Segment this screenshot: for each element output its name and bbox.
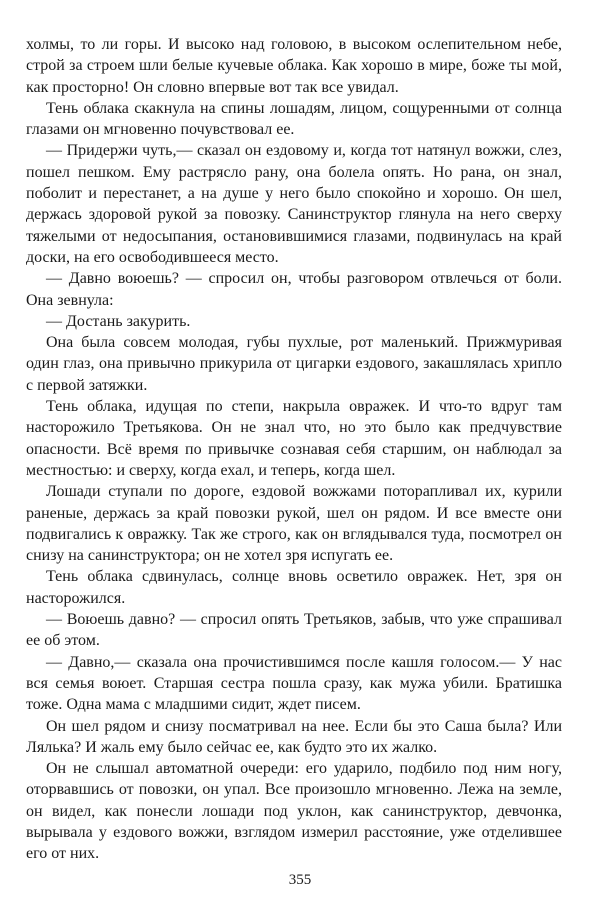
page-number: 355 xyxy=(288,872,312,888)
paragraph: Тень облака, идущая по степи, накрыла овражек. И что-то вдруг там насторожило Третьякова. Он не знал что, но это было как предчувствие опасности. Всё время по привычке сознавая себя старшим, он наблюдал за местностью: и сверху, когда ехал, и теперь, когда шел. xyxy=(26,398,562,479)
paragraph: Лошади ступали по дороге, ездовой вожжами поторапливал их, курили раненые, держась за край повозки рукой, шел он рядом. И все вместе они подвигались к овражку. Так же строго, как он вглядывался туда, посмотрел он снизу на санинструктора; он не хотел зря испугать ее. xyxy=(26,483,562,565)
paragraph: — Придержи чуть,— сказал он ездовому и, когда тот натянул вожжи, слез, пошел пешком. Ему растрясло рану, она болела опять. Но рана, он знал, поболит и перестанет, а на душе у него было спокойно и хорошо. Он шел, держась здоровой рукой за повозку. Санинструктор глянула на него сверху тяжелыми от недосыпания, остановившимися глазами, подвинулась на край доски, на его освободившееся место. xyxy=(26,142,562,266)
paragraph: — Достань закурить. xyxy=(46,312,191,330)
paragraph: Он шел рядом и снизу посматривал на нее. Если бы это Саша была? Или Лялька? И жаль ему было сейчас ее, как будто это их жалко. xyxy=(26,717,562,756)
paragraph-continuation: холмы, то ли горы. И высоко над головою, в высоком ослепительном небе, строй за строем шли белые кучевые облака. Как хорошо в мире, боже ты мой, как просторно! Он словно впервые вот так все увидал. xyxy=(26,36,562,96)
paragraph: — Воюешь давно? — спросил опять Третьяков, забыв, что уже спрашивал ее об этом. xyxy=(26,611,562,650)
paragraph: Она была совсем молодая, губы пухлые, рот маленький. Прижмуривая один глаз, она привычно прикурила от цигарки ездового, закашлялась хрипло с первой затяжки. xyxy=(26,334,562,394)
paragraph: Тень облака сдвинулась, солнце вновь осветило овражек. Нет, зря он насторожился. xyxy=(26,568,562,607)
paragraph: Тень облака скакнула на спины лошадям, лицом, сощуренными от солнца глазами он мгновенно почувствовал ее. xyxy=(26,99,562,139)
paragraph: — Давно,— сказала она прочистившимся после кашля голосом.— У нас вся семья воюет. Старшая сестра пошла сразу, как мужа убили. Братишка тоже. Одна мама с младшими сидит, ждет писем. xyxy=(26,653,562,714)
book-page-text xyxy=(26,34,562,865)
paragraph: — Давно воюешь? — спросил он, чтобы разговором отвлечься от боли. Она зевнула: xyxy=(26,270,562,309)
paragraph: Он не слышал автоматной очереди: его ударило, подбило под ним ногу, оторвавшись от повозки, он упал. Все произошло мгновенно. Лежа на земле, он видел, как понесли лошади под уклон, как санинструктор, девчонка, вырывала у ездового вожжи, взглядом измерил расстояние, уже отделившее его от них. xyxy=(26,760,562,863)
